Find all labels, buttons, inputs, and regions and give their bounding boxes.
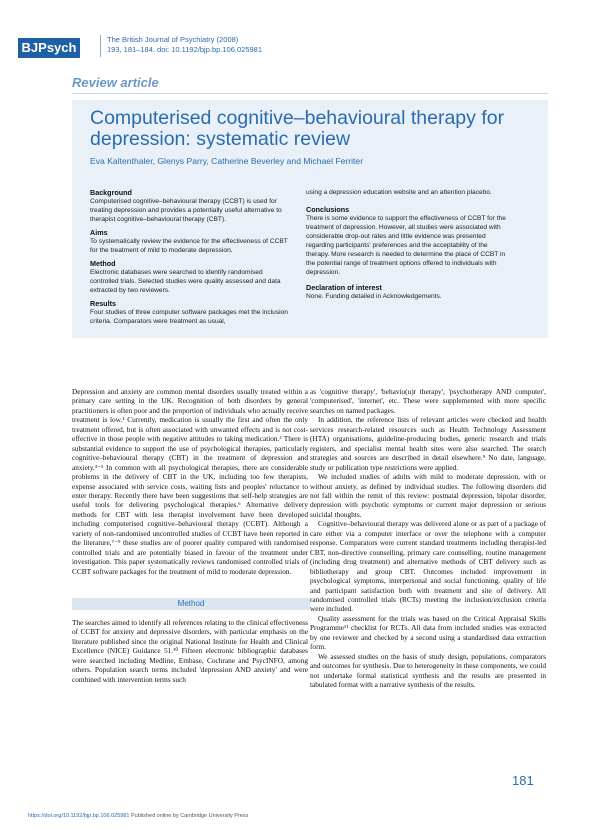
aims-text: To systematically review the evidence for the effectiveness of CCBT for the treatment of mild to moderate depression. [90,238,288,254]
journal-logo: BJPsych [18,38,80,58]
results-text-continued: using a depression education website and an attention placebo. [306,189,492,196]
footer-publisher: Published online by Cambridge University Press [129,813,249,819]
background-heading: Background [90,188,132,197]
synthesis-paragraph: We assessed studies on the basis of study design, populations, comparators and outcomes for synthesis. Due to heterogeneity in these components, we could not undertake formal statistical synthesis and the results are presented in tabulated format with a narrative synthesis of the results. [310,651,546,690]
reference-lists-paragraph: In addition, the reference lists of relevant articles were checked and health services research-related resources such as Health Technology Assessment (HTA) organisations, guideline-producing bodies, generic research and trials registers, and specialist mental health sites were also searched. The search strategies and sources are described in detail elsewhere.⁹ No date, language, study or publication type restrictions were applied. [310,415,546,472]
declaration-heading: Declaration of interest [306,283,382,292]
method-heading: Method [90,259,116,268]
results-text: Four studies of three computer software packages met the inclusion criteria. Comparators were treatment as usual, [90,309,288,325]
inclusion-paragraph: We included studies of adults with mild to moderate depression, with or without anxiety, as defined by individual studies. The following disorders did not fall within the remit of this review: postnatal depression, bipolar disorder, depression with psychotic symptoms or current major depression or serious suicidal thoughts. [310,472,546,519]
doi-link[interactable]: https://doi.org/10.1192/bjp.bp.106.025981 [28,813,130,819]
method-section-heading: Method [72,598,310,610]
abstract-right-column [306,188,506,301]
author-list: Eva Kaltenthaler, Glenys Parry, Catherine Beverley and Michael Ferriter [90,156,364,166]
header-rule [72,93,548,94]
method-text: Electronic databases were searched to identify randomised controlled trials. Selected studies were quality assessed and data extracted by two reviewers. [90,269,281,294]
abstract-left-column [90,184,290,326]
journal-name: The British Journal of Psychiatry (2008) [107,35,239,44]
aims-heading: Aims [90,228,108,237]
search-terms-paragraph: as 'cognitive therapy', 'behavio(u)r therapy', 'psychotherapy AND computer', 'computerised', 'internet', etc. These were supplemented with more specific searches on named packages. [310,387,546,415]
quality-assessment-paragraph: Quality assessment for the trials was based on the Critical Appraisal Skills Programme¹¹ checklist for RCTs. All data from included studies was extracted by one reviewer and checked by a second using a standardised data extraction form. [310,613,546,652]
header-divider [100,35,101,57]
body-right-column [310,387,546,690]
conclusions-heading: Conclusions [306,205,350,214]
body-left-column-lower [72,618,308,684]
article-type: Review article [72,75,159,90]
footer [28,813,248,819]
intro-paragraph: Depression and anxiety are common mental disorders usually treated within a primary care setting in the UK. Recognition of both disorders by general practitioners is often poor and the proportion of individuals who actually receive treatment is low.¹ Currently, medication is usually the first and often the only treatment offered, but is often associated with unwanted effects and is not cost-effective in those people with negative attitudes to taking medication.² There is substantial evidence to support the use of psychological therapies, particularly cognitive–behavioural therapy (CBT) in the treatment of depression and anxiety.³⁻⁵ In common with all psychological therapies, there are considerable problems in the delivery of CBT in the UK, including too few therapists, expense associated with service costs, waiting lists and peoples' reluctance to enter therapy. Recently there have been suggestions that self-help strategies are useful tools for delivering psychological therapies.⁶ Alternative delivery methods for CBT with less therapist involvement have been developed including computerised cognitive–behavioural therapy (CCBT). Although a variety of non-randomised uncontrolled studies of CCBT have been reported in the literature,⁷⁻⁹ these studies are of poorer quality compared with randomised controlled trials and are potentially biased in favour of the treatment under investigation. This paper systematically reviews randomised controlled trials of CCBT software packages for the treatment of mild to moderate depression. [72,387,308,576]
background-text: Computerised cognitive–behavioural therapy (CCBT) is used for treating depression and provides a potentially useful alternative to therapist cognitive–behavioural therapy (CBT). [90,198,282,223]
intervention-paragraph: Cognitive–behavioural therapy was delivered alone or as part of a package of care either via a computer interface or over the telephone with a computer response. Comparators were current standard treatments including therapist-led CBT, non-directive counselling, primary care counselling, routine management (including drug treatment) and alternative methods of CBT delivery such as bibliotherapy and group CBT. Outcomes included improvement in psychological symptoms, interpersonal and social functioning, quality of life and participant satisfaction both with treatment and site of delivery. All randomised controlled trials (RCTs) meeting the inclusion/exclusion criteria were included. [310,519,546,614]
article-title: Computerised cognitive–behavioural therapy for depression: systematic review [90,107,505,150]
journal-citation [107,35,262,55]
conclusions-text: There is some evidence to support the effectiveness of CCBT for the treatment of depression. However, all studies were associated with considerable drop-out rates and little evidence was presented regarding participants' preferences and the acceptability of the therapy. More research is needed to determine the place of CCBT in the potential range of treatment options offered to individuals with depression. [306,215,506,276]
page-number: 181 [512,773,534,788]
journal-volume-doi: 193, 181–184. doi: 10.1192/bjp.bp.106.025981 [107,45,263,54]
declaration-text: None. Funding detailed in Acknowledgements. [306,293,442,300]
method-paragraph: The searches aimed to identify all references relating to the clinical effectiveness of CCBT for anxiety and depressive disorders, with particular emphasis on the literature published since the original National Institute for Health and Clinical Excellence (NICE) Guidance 51.¹⁰ Fifteen electronic bibliographic databases were searched including Medline, Embase, Cochrane and PsycINFO, among others. Population search terms included 'depression AND anxiety' and were combined with intervention terms such [72,618,308,684]
body-left-column [72,387,308,576]
results-heading: Results [90,299,116,308]
